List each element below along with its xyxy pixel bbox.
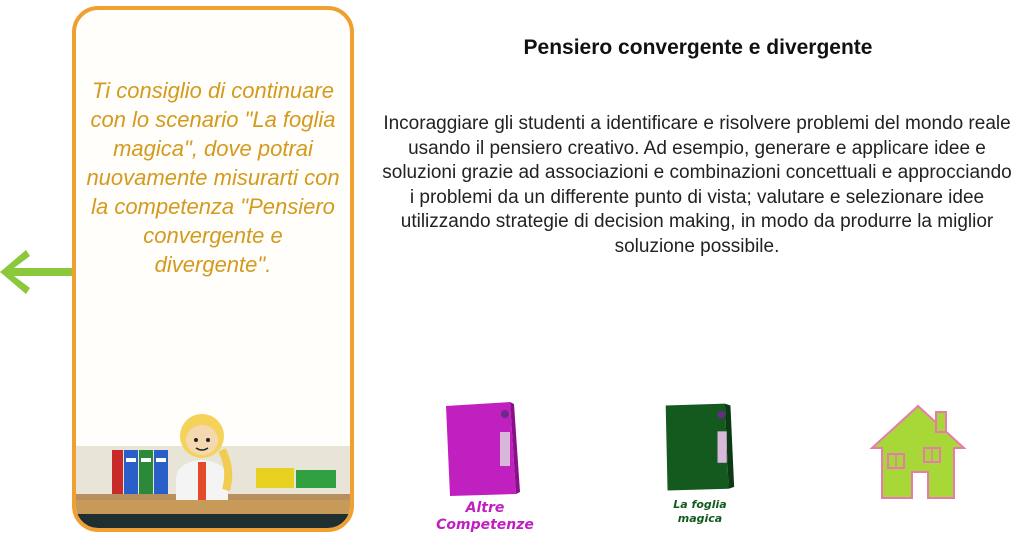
house-icon xyxy=(872,406,964,498)
magic-leaf-button[interactable] xyxy=(650,398,760,538)
back-arrow-button[interactable] xyxy=(0,248,72,296)
other-skills-label-line1: Altre xyxy=(465,500,505,516)
left-arrow-icon xyxy=(0,250,72,294)
page-title: Pensiero convergente e divergente xyxy=(523,36,873,59)
other-skills-button[interactable] xyxy=(420,398,550,538)
character-scene-illustration xyxy=(76,410,350,528)
other-skills-label-line2: Competenze xyxy=(436,517,534,533)
magic-leaf-label-line2: magica xyxy=(677,512,723,525)
home-button[interactable] xyxy=(868,402,968,502)
book-icon xyxy=(440,400,520,500)
magic-leaf-label-line1: La foglia xyxy=(673,498,727,511)
competence-description: Incoraggiare gli studenti a identificare e risolvere problemi del mondo reale usando il pensiero creativo. Ad esempio, generare e applicare idee e soluzioni grazie ad associazioni e combinazioni concettuali e approcciando i problemi da un differente punto di vista; valutare e selezionare idee utilizzando strategie di decision making, in modo da produrre la miglior soluzione possibile. xyxy=(382,113,1012,257)
book-icon xyxy=(662,400,736,496)
advice-message: Ti consiglio di continuare con lo scenario "La foglia magica", dove potrai nuovamente misurarti con la competenza "Pensiero convergente e divergente". xyxy=(86,78,340,277)
advice-card xyxy=(72,6,354,532)
